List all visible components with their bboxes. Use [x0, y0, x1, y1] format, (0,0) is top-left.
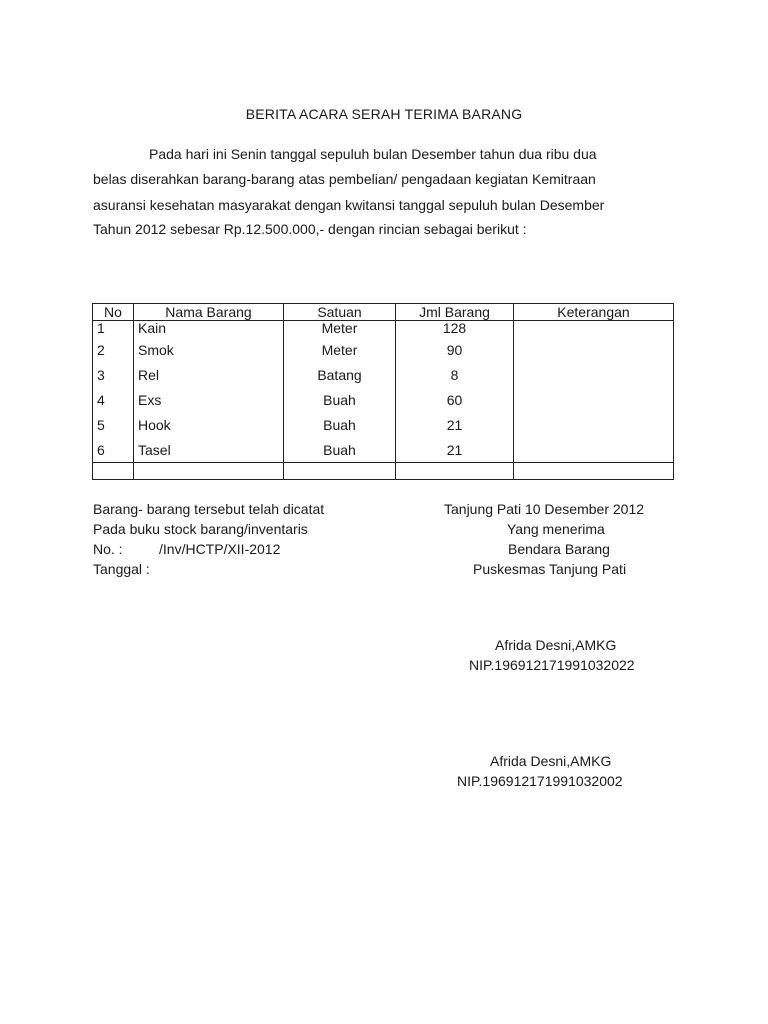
cell-satuan: Buah [284, 412, 396, 437]
items-table [92, 303, 674, 480]
table-row [93, 387, 674, 412]
place-date: Tanjung Pati 10 Desember 2012 [444, 501, 645, 517]
cell-satuan: Meter [284, 321, 396, 338]
signature-2-nip: NIP.196912171991032002 [457, 773, 623, 789]
cell-blank [284, 463, 396, 480]
cell-blank [93, 463, 134, 480]
cell-jml-barang: 60 [396, 387, 514, 412]
cell-jml-barang: 128 [396, 321, 514, 338]
header-no: No [93, 304, 134, 321]
paragraph-line-1: Pada hari ini Senin tanggal sepuluh bulan Desember tahun dua ribu dua [149, 146, 597, 162]
paragraph-line-4: Tahun 2012 sebesar Rp.12.500.000,- dengan rincian sebagai berikut : [93, 221, 527, 237]
cell-keterangan [514, 437, 674, 463]
recorded-note: Barang- barang tersebut telah dicatat [93, 501, 325, 517]
table-row [93, 321, 674, 338]
number-value: /Inv/HCTP/XII-2012 [159, 541, 281, 557]
cell-satuan: Buah [284, 437, 396, 463]
cell-keterangan [514, 387, 674, 412]
header-keterangan: Keterangan [514, 304, 674, 321]
table-row [93, 362, 674, 387]
cell-blank [134, 463, 284, 480]
cell-keterangan [514, 337, 674, 362]
cell-jml-barang: 90 [396, 337, 514, 362]
cell-jml-barang: 8 [396, 362, 514, 387]
position-label: Bendara Barang [508, 541, 610, 557]
header-nama-barang: Nama Barang [134, 304, 284, 321]
cell-jml-barang: 21 [396, 437, 514, 463]
signature-1-nip: NIP.196912171991032022 [469, 657, 635, 673]
receiver-label: Yang menerima [507, 521, 605, 537]
header-satuan: Satuan [284, 304, 396, 321]
cell-no: 6 [93, 437, 134, 463]
header-jml-barang: Jml Barang [396, 304, 514, 321]
cell-jml-barang: 21 [396, 412, 514, 437]
cell-no: 5 [93, 412, 134, 437]
cell-no: 1 [93, 321, 134, 338]
table-blank-row [93, 463, 674, 480]
signature-2-name: Afrida Desni,AMKG [490, 753, 612, 769]
number-label: No. : [93, 541, 123, 557]
paragraph-line-3: asuransi kesehatan masyarakat dengan kwitansi tanggal sepuluh bulan Desember [93, 197, 605, 213]
paragraph-line-2: belas diserahkan barang-barang atas pembelian/ pengadaan kegiatan Kemitraan [93, 171, 596, 187]
cell-nama-barang: Exs [134, 387, 284, 412]
cell-keterangan [514, 412, 674, 437]
cell-nama-barang: Rel [134, 362, 284, 387]
cell-satuan: Buah [284, 387, 396, 412]
cell-blank [514, 463, 674, 480]
document-title: BERITA ACARA SERAH TERIMA BARANG [245, 106, 523, 122]
cell-no: 4 [93, 387, 134, 412]
inventory-book-note: Pada buku stock barang/inventaris [93, 521, 308, 537]
table-row [93, 337, 674, 362]
table-row [93, 437, 674, 463]
institution-label: Puskesmas Tanjung Pati [473, 561, 627, 577]
cell-satuan: Batang [284, 362, 396, 387]
cell-keterangan [514, 321, 674, 338]
cell-nama-barang: Smok [134, 337, 284, 362]
signature-1-name: Afrida Desni,AMKG [495, 637, 617, 653]
cell-nama-barang: Tasel [134, 437, 284, 463]
cell-blank [396, 463, 514, 480]
date-label: Tanggal : [93, 561, 150, 577]
cell-nama-barang: Kain [134, 321, 284, 338]
table-header-row [93, 304, 674, 321]
cell-no: 3 [93, 362, 134, 387]
cell-nama-barang: Hook [134, 412, 284, 437]
cell-no: 2 [93, 337, 134, 362]
table-row [93, 412, 674, 437]
cell-keterangan [514, 362, 674, 387]
cell-satuan: Meter [284, 337, 396, 362]
